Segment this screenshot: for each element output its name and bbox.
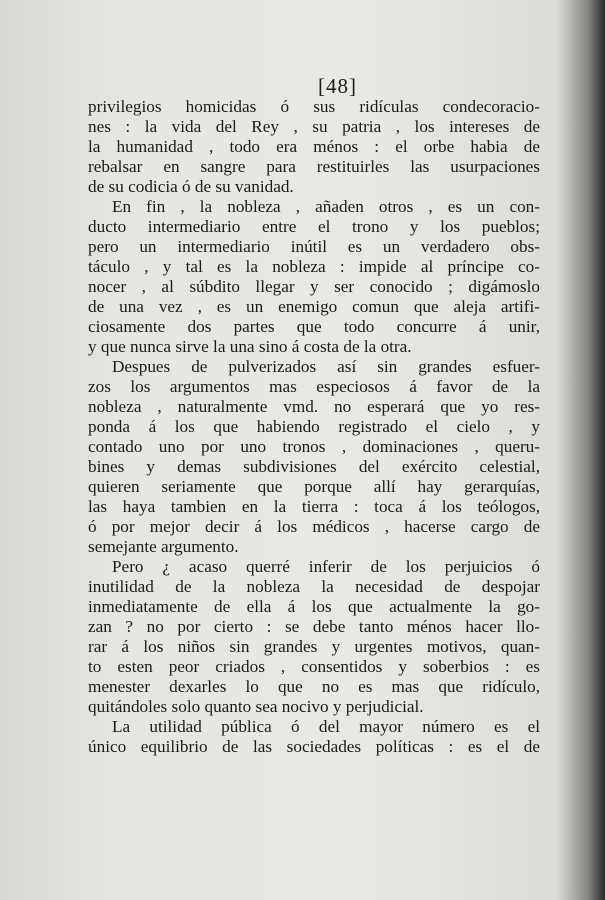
text-line: nes : la vida del Rey , su patria , los intereses de xyxy=(88,117,540,136)
text-line: de su codicia ó de su vanidad. xyxy=(88,177,294,196)
text-line: pero un intermediario inútil es un verdadero obs- xyxy=(88,237,540,256)
text-line: contado uno por uno tronos , dominaciones , queru- xyxy=(88,437,540,456)
text-line: rebalsar en sangre para restituirles las usurpaciones xyxy=(88,157,540,176)
text-line: la humanidad , todo era ménos : el orbe habia de xyxy=(88,137,540,156)
text-line: Pero ¿ acaso querré inferir de los perjuicios ó xyxy=(112,557,540,576)
text-line: En fin , la nobleza , añaden otros , es un con- xyxy=(112,197,540,216)
text-line: menester dexarles lo que no es mas que ridículo, xyxy=(88,677,540,696)
text-line: ponda á los que habiendo registrado el cielo , y xyxy=(88,417,540,436)
text-line: Despues de pulverizados así sin grandes esfuer- xyxy=(112,357,540,376)
text-line: de una vez , es un enemigo comun que aleja artifi- xyxy=(88,297,540,316)
text-line: ducto intermediario entre el trono y los pueblos; xyxy=(88,217,540,236)
text-line: nobleza , naturalmente vmd. no esperará que yo res- xyxy=(88,397,540,416)
body-text xyxy=(88,97,540,757)
text-line: rar á los niños sin grandes y urgentes motivos, quan- xyxy=(88,637,540,656)
text-line: táculo , y tal es la nobleza : impide al príncipe co- xyxy=(88,257,540,276)
text-line: semejante argumento. xyxy=(88,537,239,556)
text-line: nocer , al súbdito llegar y ser conocido ; digámoslo xyxy=(88,277,540,296)
text-line: quieren seriamente que porque allí hay gerarquías, xyxy=(88,477,540,496)
text-line: inmediatamente de ella á los que actualmente la go- xyxy=(88,597,540,616)
text-line: privilegios homicidas ó sus ridículas condecoracio- xyxy=(88,97,540,116)
text-line: to esten peor criados , consentidos y soberbios : es xyxy=(88,657,540,676)
text-line: las haya tambien en la tierra : toca á los teólogos, xyxy=(88,497,540,516)
text-line: ciosamente dos partes que todo concurre á unir, xyxy=(88,317,540,336)
text-line: y que nunca sirve la una sino á costa de la otra. xyxy=(88,337,412,356)
text-line: ó por mejor decir á los médicos , hacerse cargo de xyxy=(88,517,540,536)
text-line: quitándoles solo quanto sea nocivo y perjudicial. xyxy=(88,697,424,716)
text-line: único equilibrio de las sociedades políticas : es el de xyxy=(88,737,540,756)
text-line: La utilidad pública ó del mayor número es el xyxy=(112,717,540,736)
text-line: zos los argumentos mas especiosos á favor de la xyxy=(88,377,540,396)
page-number: [48] xyxy=(318,74,357,98)
text-line: inutilidad de la nobleza la necesidad de despojar xyxy=(88,577,540,596)
text-line: zan ? no por cierto : se debe tanto ménos hacer llo- xyxy=(88,617,540,636)
text-line: bines y demas subdivisiones del exército celestial, xyxy=(88,457,540,476)
